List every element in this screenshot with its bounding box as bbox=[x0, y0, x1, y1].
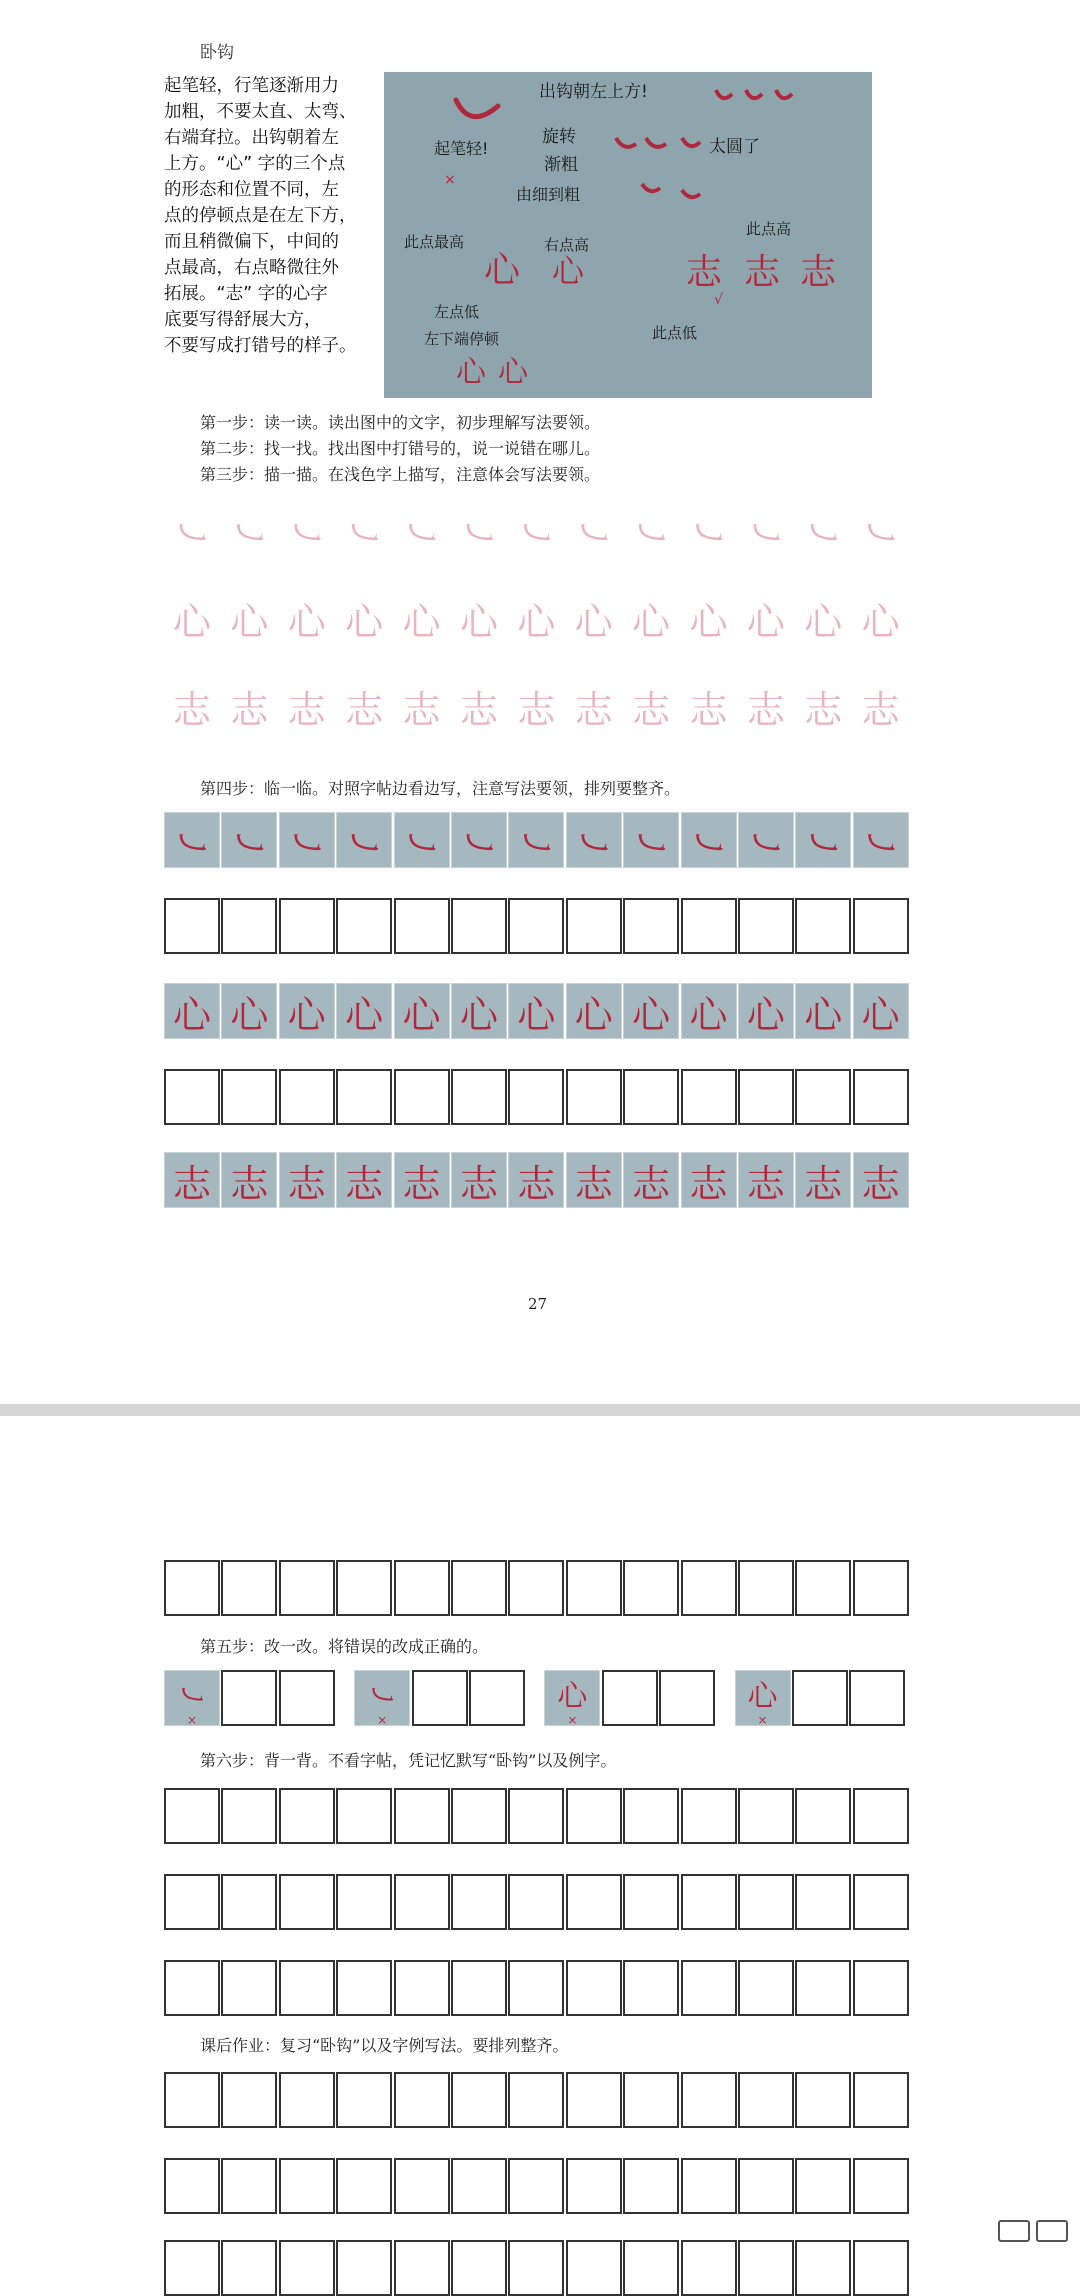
answer-box[interactable] bbox=[412, 1670, 468, 1726]
practice-box[interactable] bbox=[221, 1874, 277, 1930]
char-cell: ㇃ bbox=[517, 511, 556, 556]
photo-char: 心 bbox=[456, 355, 486, 390]
char-cell: ㇃ bbox=[853, 812, 909, 868]
practice-box[interactable] bbox=[221, 1560, 277, 1616]
char-cell: ㇃ bbox=[279, 812, 335, 868]
photo-mark: × bbox=[444, 172, 456, 188]
answer-box[interactable] bbox=[849, 1670, 905, 1726]
practice-row[interactable] bbox=[164, 2240, 910, 2296]
char-cell: 心 bbox=[221, 983, 277, 1039]
char-cell: ㇃ bbox=[230, 511, 269, 556]
photo-annotation: 此点高 bbox=[746, 220, 792, 238]
intro-line: 右端耷拉。出钩朝着左 bbox=[164, 128, 339, 148]
char-cell: 心 bbox=[230, 599, 269, 644]
practice-box[interactable] bbox=[279, 2158, 335, 2214]
photo-char: 心 bbox=[484, 250, 521, 291]
practice-box[interactable] bbox=[451, 1069, 507, 1125]
practice-box[interactable] bbox=[164, 2158, 220, 2214]
char-cell: ㇃ bbox=[574, 511, 613, 556]
practice-box[interactable] bbox=[394, 2158, 450, 2214]
photo-char: 心 bbox=[498, 355, 528, 390]
photo-annotation: 起笔轻! bbox=[434, 139, 489, 158]
trace-row-stroke bbox=[164, 500, 910, 560]
char-cell: ㇃ bbox=[508, 812, 564, 868]
practice-box[interactable] bbox=[623, 2240, 679, 2296]
practice-box[interactable] bbox=[221, 2158, 277, 2214]
practice-box[interactable] bbox=[853, 1560, 909, 1616]
fix-mark: × bbox=[377, 1713, 388, 1727]
practice-box[interactable] bbox=[336, 2072, 392, 2128]
copy-row-xin bbox=[164, 983, 910, 1039]
photo-annotation: 左下端停顿 bbox=[424, 330, 500, 348]
fix-row bbox=[164, 1670, 907, 1726]
photo-annotation: 右点高 bbox=[544, 236, 590, 254]
fix-group bbox=[164, 1670, 336, 1726]
char-cell: 志 bbox=[164, 1152, 220, 1208]
practice-box[interactable] bbox=[623, 1960, 679, 2016]
char-cell: 心 bbox=[451, 983, 507, 1039]
practice-box[interactable] bbox=[221, 2240, 277, 2296]
char-cell: ㇃ bbox=[172, 511, 211, 556]
practice-box[interactable] bbox=[566, 1560, 622, 1616]
char-cell: ㇃ bbox=[795, 812, 851, 868]
practice-box[interactable] bbox=[853, 1874, 909, 1930]
practice-box[interactable] bbox=[279, 1560, 335, 1616]
char-cell: ㇃ bbox=[336, 812, 392, 868]
practice-box[interactable] bbox=[853, 898, 909, 954]
practice-box[interactable] bbox=[738, 2240, 794, 2296]
fix-mark: × bbox=[186, 1713, 198, 1727]
practice-box[interactable] bbox=[508, 898, 564, 954]
practice-box[interactable] bbox=[451, 1788, 507, 1844]
char-cell: ㇃ bbox=[287, 511, 326, 556]
practice-box[interactable] bbox=[853, 2158, 909, 2214]
char-cell: ㇃ bbox=[746, 511, 785, 556]
practice-box[interactable] bbox=[738, 1788, 794, 1844]
intro-line: 而且稍微偏下，中间的 bbox=[164, 232, 339, 252]
practice-box[interactable] bbox=[394, 1874, 450, 1930]
copy-row-stroke bbox=[164, 812, 910, 868]
practice-box[interactable] bbox=[566, 1874, 622, 1930]
practice-box[interactable] bbox=[164, 1069, 220, 1125]
char-cell: 心 bbox=[336, 983, 392, 1039]
practice-box[interactable] bbox=[164, 1874, 220, 1930]
practice-box[interactable] bbox=[566, 1960, 622, 2016]
char-cell: 心 bbox=[738, 983, 794, 1039]
intro-line: 加粗，不要太直、太弯、 bbox=[164, 102, 357, 122]
char-cell: ㇃ bbox=[221, 812, 277, 868]
char-cell: ㇃ bbox=[566, 812, 622, 868]
char-cell: 心 bbox=[861, 599, 900, 644]
practice-box[interactable] bbox=[451, 1874, 507, 1930]
char-cell: 心 bbox=[623, 983, 679, 1039]
char-cell: 志 bbox=[172, 687, 211, 732]
practice-box[interactable] bbox=[279, 898, 335, 954]
practice-box[interactable] bbox=[451, 2158, 507, 2214]
practice-box[interactable] bbox=[508, 2072, 564, 2128]
practice-box[interactable] bbox=[279, 1788, 335, 1844]
copy-row-zhi bbox=[164, 1152, 910, 1208]
practice-box[interactable] bbox=[279, 2072, 335, 2128]
answer-box[interactable] bbox=[469, 1670, 525, 1726]
fix-group bbox=[544, 1670, 716, 1726]
menu-icon[interactable] bbox=[998, 2220, 1030, 2242]
photo-mark: √ bbox=[714, 292, 723, 308]
practice-box[interactable] bbox=[853, 1069, 909, 1125]
practice-box[interactable] bbox=[394, 2072, 450, 2128]
practice-box[interactable] bbox=[451, 2072, 507, 2128]
practice-box[interactable] bbox=[795, 898, 851, 954]
answer-box[interactable] bbox=[792, 1670, 848, 1726]
intro-line: 底要写得舒展大方， bbox=[164, 310, 322, 330]
practice-box[interactable] bbox=[394, 2240, 450, 2296]
photo-annotation: 由细到粗 bbox=[516, 185, 581, 204]
char-cell: 志 bbox=[517, 687, 556, 732]
practice-box[interactable] bbox=[853, 1788, 909, 1844]
char-cell: 心 bbox=[279, 983, 335, 1039]
intro-text bbox=[164, 73, 379, 359]
practice-box[interactable] bbox=[853, 1960, 909, 2016]
practice-box[interactable] bbox=[336, 1874, 392, 1930]
practice-box[interactable] bbox=[394, 1560, 450, 1616]
practice-box[interactable] bbox=[451, 1560, 507, 1616]
practice-box[interactable] bbox=[738, 1960, 794, 2016]
char-cell: ㇃ bbox=[345, 511, 384, 556]
practice-box[interactable] bbox=[795, 1788, 851, 1844]
char-cell: 志 bbox=[738, 1152, 794, 1208]
char-cell: 志 bbox=[221, 1152, 277, 1208]
char-cell: 志 bbox=[795, 1152, 851, 1208]
practice-box[interactable] bbox=[164, 2072, 220, 2128]
practice-box[interactable] bbox=[795, 1069, 851, 1125]
char-cell: 志 bbox=[345, 687, 384, 732]
answer-box[interactable] bbox=[602, 1670, 658, 1726]
char-cell: 志 bbox=[681, 1152, 737, 1208]
practice-box[interactable] bbox=[681, 2158, 737, 2214]
char-cell: 心 bbox=[345, 599, 384, 644]
practice-box[interactable] bbox=[738, 1069, 794, 1125]
char-cell: 心 bbox=[853, 983, 909, 1039]
char-cell: 志 bbox=[746, 687, 785, 732]
practice-box[interactable] bbox=[221, 898, 277, 954]
practice-box[interactable] bbox=[681, 898, 737, 954]
step3-text: 第三步：描一描。在浅色字上描写，注意体会写法要领。 bbox=[200, 465, 601, 484]
practice-box[interactable] bbox=[508, 1960, 564, 2016]
practice-box[interactable] bbox=[279, 1874, 335, 1930]
practice-box[interactable] bbox=[451, 898, 507, 954]
char-cell: 心 bbox=[566, 983, 622, 1039]
practice-box[interactable] bbox=[566, 2240, 622, 2296]
char-cell: 心 bbox=[287, 599, 326, 644]
char-cell: 心 bbox=[681, 983, 737, 1039]
practice-box[interactable] bbox=[394, 1069, 450, 1125]
fix-mark: × bbox=[567, 1713, 578, 1727]
answer-box[interactable] bbox=[659, 1670, 715, 1726]
handwriting-photo bbox=[384, 72, 872, 398]
char-cell: 心 bbox=[508, 983, 564, 1039]
photo-annotation: 太圆了 bbox=[709, 137, 760, 157]
char-cell: ㇃ bbox=[632, 511, 671, 556]
practice-box[interactable] bbox=[336, 898, 392, 954]
practice-box[interactable] bbox=[508, 1874, 564, 1930]
char-cell: 志 bbox=[861, 687, 900, 732]
trace-row-xin bbox=[164, 588, 910, 648]
char-cell: ㇃ bbox=[738, 812, 794, 868]
trace-row-zhi bbox=[164, 676, 910, 736]
toolbar-icons bbox=[998, 2220, 1068, 2242]
photo-annotation: 此点低 bbox=[652, 324, 698, 342]
practice-box[interactable] bbox=[164, 1788, 220, 1844]
fix-mark: × bbox=[757, 1713, 768, 1727]
fix-example bbox=[544, 1670, 600, 1726]
practice-box[interactable] bbox=[853, 2240, 909, 2296]
practice-box[interactable] bbox=[164, 1960, 220, 2016]
practice-row[interactable] bbox=[164, 1874, 910, 1930]
photo-char: 志 bbox=[800, 252, 837, 293]
fix-char: 心 bbox=[557, 1679, 588, 1714]
practice-box[interactable] bbox=[336, 1069, 392, 1125]
practice-box[interactable] bbox=[336, 1560, 392, 1616]
practice-box[interactable] bbox=[738, 2072, 794, 2128]
practice-box[interactable] bbox=[566, 2072, 622, 2128]
char-cell: 心 bbox=[746, 599, 785, 644]
list-icon[interactable] bbox=[1036, 2220, 1068, 2242]
char-cell: 志 bbox=[279, 1152, 335, 1208]
practice-box[interactable] bbox=[681, 1560, 737, 1616]
homework-text: 课后作业：复习“卧钩”以及字例写法。要排列整齐。 bbox=[200, 2036, 569, 2055]
photo-annotation: 旋转 bbox=[542, 127, 576, 147]
practice-box[interactable] bbox=[508, 2240, 564, 2296]
practice-box[interactable] bbox=[279, 1960, 335, 2016]
step4-text: 第四步：临一临。对照字帖边看边写，注意写法要领，排列要整齐。 bbox=[200, 779, 681, 798]
intro-line: 拓展。“志” 字的心字 bbox=[164, 284, 328, 304]
char-cell: 心 bbox=[632, 599, 671, 644]
practice-box[interactable] bbox=[566, 898, 622, 954]
char-cell: ㇃ bbox=[804, 511, 843, 556]
practice-box[interactable] bbox=[508, 1069, 564, 1125]
practice-box[interactable] bbox=[221, 2072, 277, 2128]
practice-box[interactable] bbox=[221, 1960, 277, 2016]
practice-row[interactable] bbox=[164, 1788, 910, 1844]
photo-annotation: 左点低 bbox=[434, 303, 480, 321]
char-cell: 心 bbox=[172, 599, 211, 644]
practice-box[interactable] bbox=[795, 2072, 851, 2128]
step5-text: 第五步：改一改。将错误的改成正确的。 bbox=[200, 1637, 489, 1656]
char-cell: ㇃ bbox=[451, 812, 507, 868]
practice-box[interactable] bbox=[279, 1069, 335, 1125]
answer-box[interactable] bbox=[279, 1670, 335, 1726]
char-cell: 心 bbox=[689, 599, 728, 644]
practice-box[interactable] bbox=[795, 1960, 851, 2016]
fix-example bbox=[735, 1670, 791, 1726]
char-cell: 志 bbox=[451, 1152, 507, 1208]
char-cell: 心 bbox=[402, 599, 441, 644]
practice-box[interactable] bbox=[795, 1560, 851, 1616]
char-cell: 志 bbox=[508, 1152, 564, 1208]
char-cell: 心 bbox=[459, 599, 498, 644]
char-cell: 志 bbox=[689, 687, 728, 732]
char-cell: ㇃ bbox=[689, 511, 728, 556]
char-cell: ㇃ bbox=[402, 511, 441, 556]
practice-box[interactable] bbox=[508, 2158, 564, 2214]
char-cell: 心 bbox=[394, 983, 450, 1039]
practice-box[interactable] bbox=[681, 1960, 737, 2016]
practice-box[interactable] bbox=[221, 1788, 277, 1844]
char-cell: 志 bbox=[804, 687, 843, 732]
practice-box[interactable] bbox=[681, 1788, 737, 1844]
intro-line: 的形态和位置不同，左 bbox=[164, 180, 339, 200]
fix-example bbox=[164, 1670, 220, 1726]
char-cell: 心 bbox=[164, 983, 220, 1039]
intro-line: 不要写成打错号的样子。 bbox=[164, 336, 357, 356]
practice-box[interactable] bbox=[394, 1960, 450, 2016]
char-cell: 志 bbox=[623, 1152, 679, 1208]
practice-box[interactable] bbox=[336, 1788, 392, 1844]
practice-box[interactable] bbox=[508, 1560, 564, 1616]
char-cell: 志 bbox=[574, 687, 613, 732]
practice-box[interactable] bbox=[623, 1560, 679, 1616]
practice-box[interactable] bbox=[738, 1560, 794, 1616]
practice-row[interactable] bbox=[164, 1560, 910, 1616]
intro-line: 点的停顿点是在左下方， bbox=[164, 206, 357, 226]
practice-box[interactable] bbox=[566, 2158, 622, 2214]
practice-box[interactable] bbox=[279, 2240, 335, 2296]
practice-row[interactable] bbox=[164, 2158, 910, 2214]
photo-char: 心 bbox=[552, 252, 585, 290]
practice-box[interactable] bbox=[164, 1560, 220, 1616]
practice-box[interactable] bbox=[336, 2240, 392, 2296]
practice-box[interactable] bbox=[451, 2240, 507, 2296]
practice-box[interactable] bbox=[681, 1874, 737, 1930]
char-cell: 心 bbox=[574, 599, 613, 644]
char-cell: 心 bbox=[517, 599, 556, 644]
practice-box[interactable] bbox=[623, 1788, 679, 1844]
char-cell: 心 bbox=[804, 599, 843, 644]
practice-box[interactable] bbox=[623, 898, 679, 954]
intro-line: 起笔轻，行笔逐渐用力 bbox=[164, 76, 339, 96]
char-cell: 志 bbox=[632, 687, 671, 732]
practice-box[interactable] bbox=[394, 1788, 450, 1844]
practice-box[interactable] bbox=[681, 1069, 737, 1125]
intro-line: 上方。“心” 字的三个点 bbox=[164, 154, 346, 174]
practice-box[interactable] bbox=[623, 2072, 679, 2128]
char-cell: 志 bbox=[566, 1152, 622, 1208]
practice-box[interactable] bbox=[738, 1874, 794, 1930]
practice-box[interactable] bbox=[164, 898, 220, 954]
practice-row[interactable] bbox=[164, 898, 910, 954]
photo-annotation: 出钩朝左上方! bbox=[539, 82, 648, 102]
char-cell: 志 bbox=[287, 687, 326, 732]
photo-annotation: 渐粗 bbox=[544, 155, 578, 175]
intro-line: 点最高，右点略微往外 bbox=[164, 258, 339, 278]
char-cell: 志 bbox=[459, 687, 498, 732]
char-cell: ㇃ bbox=[394, 812, 450, 868]
char-cell: ㇃ bbox=[164, 812, 220, 868]
fix-char: ㇃ bbox=[367, 1679, 398, 1714]
step2-text: 第二步：找一找。找出图中打错号的，说一说错在哪儿。 bbox=[200, 439, 601, 458]
practice-box[interactable] bbox=[623, 1874, 679, 1930]
practice-box[interactable] bbox=[336, 2158, 392, 2214]
photo-annotation: 此点最高 bbox=[404, 233, 465, 251]
practice-row[interactable] bbox=[164, 1960, 910, 2016]
practice-box[interactable] bbox=[508, 1788, 564, 1844]
practice-row[interactable] bbox=[164, 2072, 910, 2128]
practice-box[interactable] bbox=[738, 898, 794, 954]
practice-box[interactable] bbox=[164, 2240, 220, 2296]
fix-group bbox=[735, 1670, 907, 1726]
char-cell: ㇃ bbox=[623, 812, 679, 868]
char-cell: 志 bbox=[394, 1152, 450, 1208]
fix-group bbox=[354, 1670, 526, 1726]
char-cell: ㇃ bbox=[681, 812, 737, 868]
practice-row[interactable] bbox=[164, 1069, 910, 1125]
practice-box[interactable] bbox=[853, 2072, 909, 2128]
page-header: 卧钩 bbox=[200, 43, 234, 63]
practice-box[interactable] bbox=[738, 2158, 794, 2214]
photo-char: 志 bbox=[744, 252, 781, 293]
fix-example bbox=[354, 1670, 410, 1726]
answer-box[interactable] bbox=[221, 1670, 277, 1726]
practice-box[interactable] bbox=[795, 2240, 851, 2296]
fix-char: 心 bbox=[747, 1679, 778, 1714]
practice-box[interactable] bbox=[681, 2240, 737, 2296]
step6-text: 第六步：背一背。不看字帖，凭记忆默写“卧钩”以及例字。 bbox=[200, 1751, 617, 1770]
practice-box[interactable] bbox=[566, 1069, 622, 1125]
char-cell: 志 bbox=[230, 687, 269, 732]
practice-box[interactable] bbox=[623, 1069, 679, 1125]
char-cell: 心 bbox=[795, 983, 851, 1039]
practice-box[interactable] bbox=[623, 2158, 679, 2214]
char-cell: 志 bbox=[336, 1152, 392, 1208]
fix-char: ㇃ bbox=[177, 1679, 207, 1714]
practice-box[interactable] bbox=[795, 2158, 851, 2214]
practice-box[interactable] bbox=[394, 898, 450, 954]
practice-box[interactable] bbox=[681, 2072, 737, 2128]
step1-text: 第一步：读一读。读出图中的文字，初步理解写法要领。 bbox=[200, 413, 601, 432]
practice-box[interactable] bbox=[795, 1874, 851, 1930]
char-cell: 志 bbox=[402, 687, 441, 732]
practice-box[interactable] bbox=[221, 1069, 277, 1125]
page-divider bbox=[0, 1404, 1080, 1416]
page-number: 27 bbox=[528, 1295, 548, 1313]
char-cell: ㇃ bbox=[861, 511, 900, 556]
practice-box[interactable] bbox=[336, 1960, 392, 2016]
char-cell: ㇃ bbox=[459, 511, 498, 556]
char-cell: 志 bbox=[853, 1152, 909, 1208]
photo-char: 志 bbox=[686, 252, 723, 293]
practice-box[interactable] bbox=[451, 1960, 507, 2016]
practice-box[interactable] bbox=[566, 1788, 622, 1844]
